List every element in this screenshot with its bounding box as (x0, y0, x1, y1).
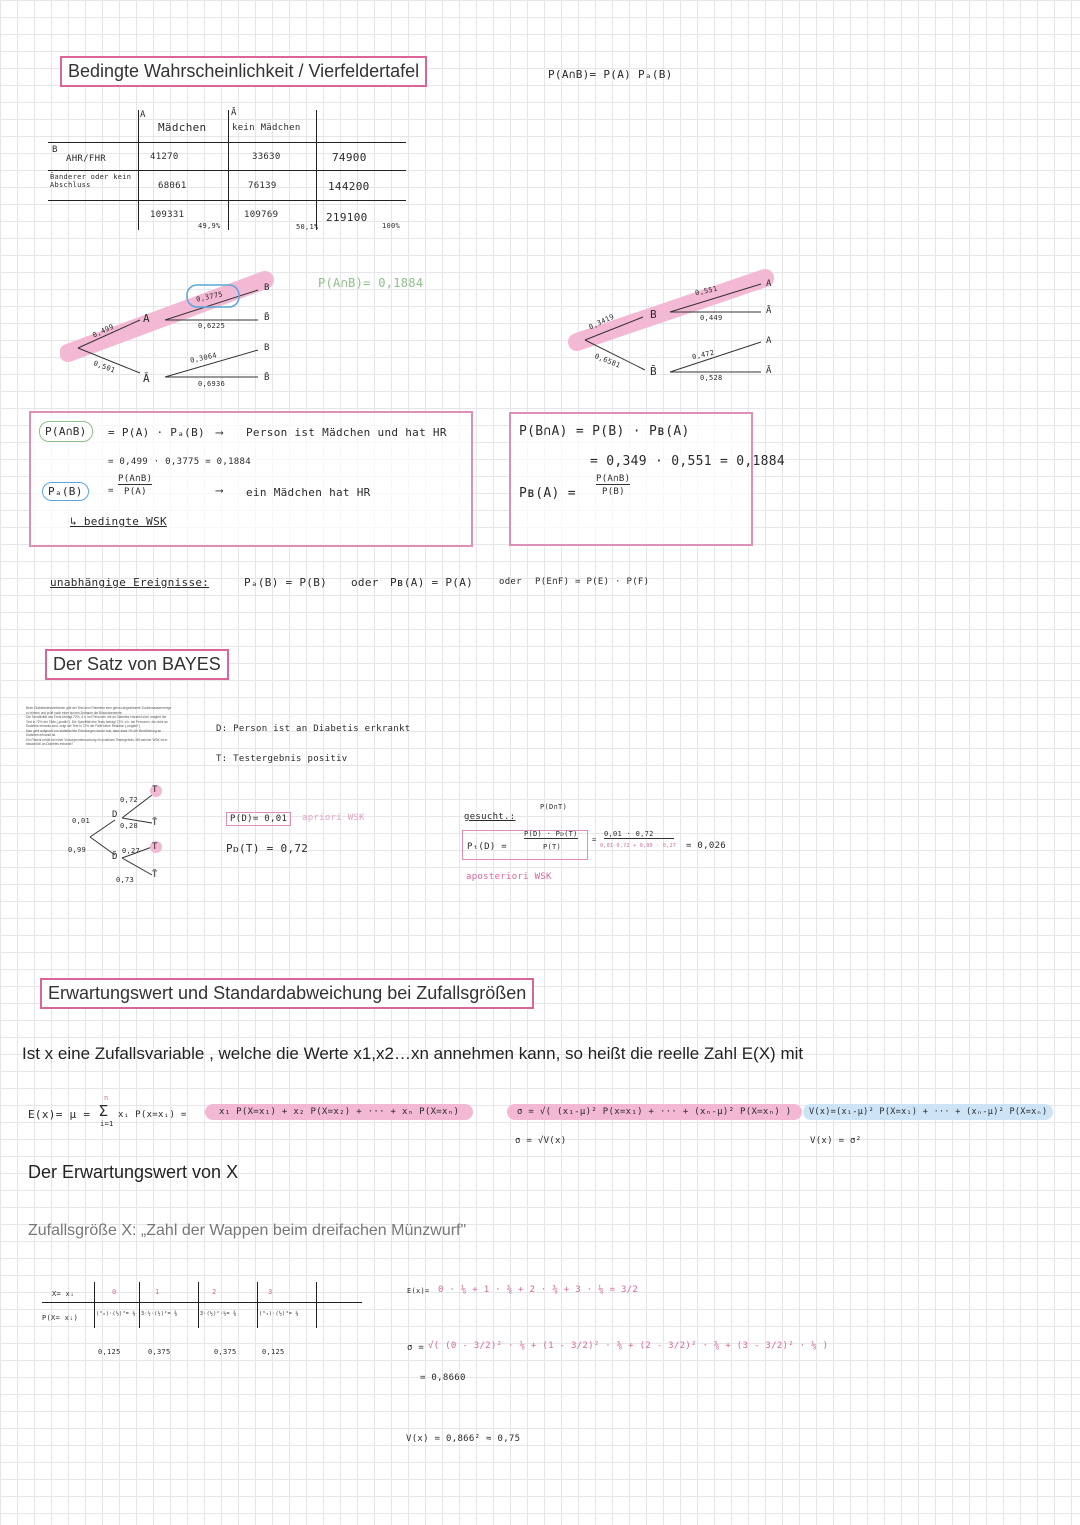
tree-left-pBbarA: 0,6225 (198, 322, 226, 330)
note-line: Die Sensitivität des Tests beträgt 72%, d.h. bei Personen mit an Diabetes erkrankt sind, reagiert der (26, 715, 167, 719)
eq-p-anb: = P(A) · Pₐ(B) (108, 426, 205, 439)
label-independent: unabhängige Ereignisse: (50, 576, 210, 589)
p-1: 3·½·(½)²= ⅜ (141, 1311, 178, 1317)
arrow-1: ⟶ (216, 426, 223, 439)
sigma-calc: √( (0 - 3/2)² · ⅛ + (1 - 3/2)² · ⅜ + (2 - 3/2)² · ⅜ + (3 - 3/2)² · ⅛ ) (428, 1341, 829, 1351)
cell-3-1: 109331 (150, 210, 185, 220)
bayes-T2: T (152, 842, 158, 852)
subtitle-expectation: Der Erwartungswert von X (28, 1162, 239, 1182)
bayes-pD: 0,01 (72, 817, 91, 825)
pct-2: 50,1% (296, 223, 319, 231)
tree-right-pBbar: 0,6581 (593, 352, 622, 370)
sum-top: n (104, 1094, 109, 1102)
row-p-label: P(X= xᵢ) (42, 1314, 79, 1322)
or-1: oder (351, 576, 379, 589)
ex-calc-label: E(x)= (407, 1287, 430, 1295)
eq-p-bna: P(B∩A) = P(B) · Pʙ(A) (519, 424, 690, 439)
text-maedchen-hat-hr: ein Mädchen hat HR (246, 486, 371, 499)
definition-text: Ist x eine Zufallsvariable , welche die Werte x1,x2…xn annehmen kann, so heißt die reelle Zahl E(X) mit (22, 1044, 804, 1063)
col-A-label: A (140, 110, 146, 120)
bayes-result: = 0,026 (686, 841, 727, 851)
bayes-lhs: Pₜ(D) = (467, 842, 508, 852)
tree-left-pA: 0,499 (91, 322, 116, 340)
lhs-pb-a: Pʙ(A) = (519, 486, 576, 501)
tree-left-A: A (143, 312, 150, 325)
example-coin: Zufallsgröße X: „Zahl der Wappen beim dreifachen Münzwurf" (28, 1222, 467, 1239)
note-line: Man geht aufgrund von statistischen Erhebungen davon aus, dass etwa 1% der Bevölkerung an (26, 728, 162, 733)
bayes-pDbar: 0,99 (68, 846, 87, 854)
cell-1-2: 33630 (252, 152, 281, 162)
p-0: (³₀)·(½)³= ⅛ (96, 1311, 136, 1317)
bayes-pTbarD: 0,28 (120, 822, 139, 830)
cell-2-3: 144200 (328, 180, 370, 193)
variance-highlight: V(x)=(x₁-μ)² P(X=x₁) + ··· + (xₙ-μ)² P(X=xₙ) (803, 1104, 1053, 1120)
dec-2: 0,375 (214, 1348, 237, 1356)
tree-right-pABbar: 0,472 (691, 348, 716, 362)
variance-sigma: V(x) = σ² (810, 1136, 862, 1146)
eq-indep-2: Pʙ(A) = P(A) (390, 576, 474, 589)
sigma-calc-label: σ = (407, 1343, 425, 1353)
cell-2-1: 68061 (158, 181, 187, 191)
tree-right-Bbar: B̄ (650, 365, 657, 378)
sigma-highlight: σ = √( (x₁-μ)² P(x=x₁) + ··· + (xₙ-μ)² P(X=xₙ) ) (507, 1104, 802, 1120)
tree-right-pAbarB: 0,449 (700, 314, 723, 322)
note-line: Diabetes erkrankt ist. (26, 733, 56, 737)
bayes-den2: 0,01·0,72 + 0,99 · 0,27 (600, 843, 677, 849)
eq-sign: = (108, 486, 114, 496)
bayes-pTD: 0,72 (120, 796, 139, 804)
frac-den: P(A) (124, 487, 147, 497)
x-3: 3 (268, 1288, 273, 1296)
header-maedchen: Mädchen (158, 121, 207, 134)
p-d-apriori: P(D)= 0,01 (226, 812, 291, 826)
tree-left-pBAbar: 0,3064 (189, 351, 218, 365)
cell-1-1: 41270 (150, 152, 179, 162)
ex-expansion-highlight: x₁ P(X=x₁) + x₂ P(X=x₂) + ··· + xₙ P(X=xₙ) (205, 1104, 473, 1120)
tree-right-A1: A (766, 279, 772, 289)
tree-left-B2: B (264, 343, 270, 353)
eq-p-bna-calc: = 0,349 · 0,551 = 0,1884 (590, 454, 786, 469)
bayes-pTDbar: 0,27 (122, 847, 141, 855)
bayes-problem-text (26, 706, 201, 747)
row-B-label: B (52, 145, 58, 155)
row-x-label: X= xᵢ (52, 1290, 75, 1298)
note-line: Test in 72% der Fälle („positiv"). Die Spezifität des Tests beträgt 72%, d.h. bei Personen, die nicht an (26, 719, 168, 724)
note-line: Beim Diabetestestverfahren gibt der Test dem Patienten eine genau abgestimmte Zuckerwasserménge (26, 706, 172, 710)
tree-right-pAB: 0,551 (694, 284, 719, 298)
label-p-anb: P(A∩B) (39, 421, 93, 442)
text-aposteriori: aposteriori WSK (466, 872, 552, 882)
sum-bottom: i=1 (100, 1120, 114, 1128)
tree-left-pAbar: 0,501 (92, 359, 117, 375)
p-3: (³₃)·(½)³= ⅛ (259, 1311, 299, 1317)
bayes-Tbar2: T̄ (152, 870, 158, 880)
sum-symbol: Σ (99, 1102, 109, 1120)
def-T: T: Testergebnis positiv (216, 754, 348, 764)
variance-calc: V(x) = 0,866² ≈ 0,75 (406, 1434, 521, 1444)
tree-right-B: B (650, 308, 657, 321)
text-maedchen-hr: Person ist Mädchen und hat HR (246, 426, 447, 439)
tree-right-A2: A (766, 336, 772, 346)
bayes-den: P(T) (543, 843, 562, 851)
label-pa-b: Pₐ(B) (42, 482, 89, 501)
pct-3: 100% (382, 222, 401, 230)
bayes-Tbar1: T̄ (152, 818, 158, 828)
def-D: D: Person ist an Diabetis erkrankt (216, 724, 411, 734)
header-kein-maedchen: kein Mädchen (232, 123, 301, 133)
bayes-pTbarDbar: 0,73 (116, 876, 135, 884)
tree-left-Abar: Ā (143, 372, 150, 385)
bayes-num: P(D) · Pᴅ(T) (524, 830, 578, 838)
p-2: 3·(½)²·½= ⅜ (200, 1311, 237, 1317)
frac-num: P(A∩B) (118, 474, 153, 484)
x-2: 2 (212, 1288, 217, 1296)
ex-mid: xᵢ P(x=xᵢ) = (118, 1110, 187, 1120)
tree-right-pB: 0,3419 (587, 312, 616, 332)
p-d-t: Pᴅ(T) = 0,72 (226, 842, 309, 855)
dec-1: 0,375 (148, 1348, 171, 1356)
col-Abar-label: Ā (231, 108, 237, 118)
dec-0: 0,125 (98, 1348, 121, 1356)
ex-lhs: E(x)= μ = (28, 1108, 91, 1121)
bayes-eq-sign: = (592, 836, 597, 844)
tree-right-Abar1: Ā (766, 306, 772, 316)
note-line: Diabetes erkrankt sind, zeigt der Test in 72% der Fälle keine Reaktion („negativ"). (26, 724, 141, 728)
cell-1-3: 74900 (332, 151, 367, 164)
sigma-sqrt-v: σ = √V(x) (515, 1136, 567, 1146)
sigma-result: = 0,8660 (420, 1373, 466, 1383)
tree-left-pBbarAbar: 0,6936 (198, 380, 226, 388)
tree-left-Bbar1: B̄ (264, 313, 270, 323)
pct-1: 49,9% (198, 222, 221, 230)
bayes-Dbar: D̄ (112, 852, 118, 862)
arrow-2: ⟶ (216, 484, 223, 497)
cell-3-2: 109769 (244, 210, 279, 220)
tree-right-pAbarBbar: 0,528 (700, 374, 723, 382)
row2-label-text: anderer oder kein Abschluss (50, 173, 132, 189)
cell-2-2: 76139 (248, 181, 277, 191)
p-dnt-top: P(D∩T) (540, 803, 568, 811)
note-line: Ein Patient erhält bei einer Vorsorgeuntersuchung ein positives Testergebnis. Mit welcher WSK ist er (26, 737, 168, 742)
tree-left-Bbar2: B̄ (264, 373, 270, 383)
cell-3-3: 219100 (326, 211, 368, 224)
frac-num-right: P(A∩B) (596, 474, 631, 484)
section-title-conditional: Bedingte Wahrscheinlichkeit / Vierfeldertafel (60, 56, 427, 87)
tree-right-Abar2: Ā (766, 366, 772, 376)
bayes-T1: T (152, 785, 158, 795)
tree-left-pBA: 0,3775 (195, 290, 224, 304)
text-apriori: apriori WSK (302, 813, 365, 823)
text-gesucht: gesucht.: (464, 812, 516, 822)
row2-prefix: B̄ (50, 173, 55, 181)
row1-label: AHR/FHR (66, 154, 107, 164)
formula-top: P(A∩B)= P(A) Pₐ(B) (548, 68, 673, 81)
eq-calc: = 0,499 · 0,3775 = 0,1884 (108, 457, 251, 467)
x-1: 1 (155, 1288, 160, 1296)
p-anb-green: P(A∩B)= 0,1884 (318, 276, 424, 290)
or-2: oder (499, 577, 522, 587)
note-line: zu trinken und prüft nach einer kurzen Zeitraum die Blutzuckerwerte. (26, 710, 123, 715)
bayes-D: D (112, 810, 118, 820)
dec-3: 0,125 (262, 1348, 285, 1356)
ex-calc: 0 · ⅛ + 1 · ⅜ + 2 · ⅜ + 3 · ⅛ = 3/2 (438, 1285, 639, 1295)
tree-left-B1: B (264, 283, 270, 293)
note-line: tatsächlich an Diabetes erkrankt? (26, 742, 74, 746)
frac-den-right: P(B) (602, 487, 625, 497)
eq-indep-1: Pₐ(B) = P(B) (244, 576, 328, 589)
row2-label (50, 173, 136, 189)
bayes-num2: 0,01 · 0,72 (604, 830, 674, 839)
eq-indep-3: P(E∩F) = P(E) · P(F) (535, 577, 650, 587)
text-bedingte-wsk: ↳ bedingte WSK (70, 515, 167, 528)
section-title-expectation: Erwartungswert und Standardabweichung bei Zufallsgrößen (40, 978, 534, 1009)
section-title-bayes: Der Satz von BAYES (45, 649, 229, 680)
x-0: 0 (112, 1288, 117, 1296)
